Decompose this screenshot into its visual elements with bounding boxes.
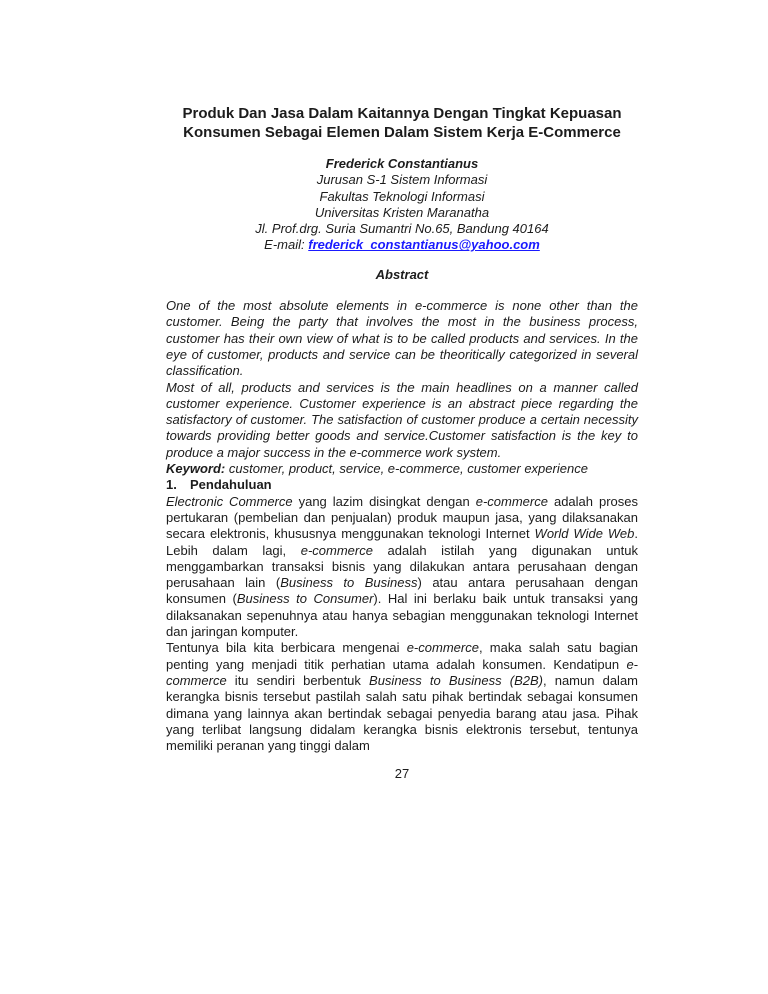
keywords-line bbox=[166, 461, 638, 477]
paper-title bbox=[166, 104, 638, 142]
email-link[interactable]: frederick_constantianus@yahoo.com bbox=[308, 237, 540, 253]
text-line bbox=[166, 237, 638, 253]
text-segment: Fakultas Teknologi Informasi bbox=[319, 188, 485, 204]
section1-paragraph-1 bbox=[166, 494, 638, 641]
text-segment: ) atau antara perusahaan dengan konsumen ( bbox=[166, 575, 638, 607]
text-segment: . Lebih dalam lagi, bbox=[166, 526, 638, 558]
text-segment: Jurusan S-1 Sistem Informasi bbox=[316, 172, 488, 188]
page-content bbox=[166, 104, 638, 783]
text-segment: adalah proses pertukaran (pembelian dan penjualan) produk maupun jasa, yang dilaksanakan secara elektronis, khususnya menggunakan teknologi Internet bbox=[166, 493, 638, 542]
text-segment: Business to Business (B2B) bbox=[369, 672, 543, 688]
text-segment: itu sendiri berbentuk bbox=[226, 672, 370, 688]
section-heading-label: Pendahuluan bbox=[190, 477, 272, 493]
text-segment: e-commerce bbox=[406, 640, 479, 656]
text-segment: yang lazim disingkat dengan bbox=[292, 493, 476, 509]
text-segment: adalah istilah yang digunakan untuk menggambarkan transaksi bisnis yang dilakukan antara perusahaan dengan perusahaan lain ( bbox=[166, 542, 638, 591]
text-segment: , namun dalam kerangka bisnis tersebut pastilah salah satu pihak bertindak sebagai konsumen dimana yang lainnya akan bertindak sebagai penyedia barang atau jasa. Pihak yang terlibat langsung didalam kerangka bisnis elektronis tersebut, tentunya memiliki peranan yang tinggi dalam bbox=[166, 672, 639, 754]
text-segment: E-mail: bbox=[264, 237, 309, 253]
text-segment: Electronic Commerce bbox=[166, 493, 293, 509]
text-line bbox=[166, 205, 638, 221]
text-segment: e-commerce bbox=[300, 542, 373, 558]
abstract-paragraph-1: One of the most absolute elements in e-commerce is none other than the customer. Being the party that involves the most in the business process, customer has their own view of what is to be called products and services. In the eye of customer, products and service can be theoritically categorized in several classification. bbox=[166, 298, 638, 379]
paper-title-line-2: Konsumen Sebagai Elemen Dalam Sistem Kerja E-Commerce bbox=[183, 124, 621, 141]
page-number: 27 bbox=[394, 766, 410, 782]
text-segment: ). Hal ini berlaku baik untuk transaksi yang dilaksanakan sepenuhnya atau hanya sebagian menggunakan teknologi Internet dan jaringan komputer. bbox=[166, 591, 638, 640]
section-number: 1. bbox=[166, 477, 177, 493]
text-line bbox=[166, 189, 638, 205]
text-segment: e-commerce bbox=[475, 493, 548, 509]
text-segment: Business to Consumer bbox=[236, 591, 374, 607]
text-segment: customer, product, service, e-commerce, customer experience bbox=[225, 461, 588, 477]
text-segment: Business to Business bbox=[280, 575, 418, 591]
text-segment: Jl. Prof.drg. Suria Sumantri No.65, Bandung 40164 bbox=[255, 221, 549, 237]
section-heading-pendahuluan bbox=[166, 477, 638, 493]
text-segment: Universitas Kristen Maranatha bbox=[314, 204, 490, 220]
section1-paragraph-2 bbox=[166, 640, 638, 754]
text-line bbox=[166, 221, 638, 237]
text-segment: e-commerce bbox=[166, 656, 638, 688]
text-line bbox=[166, 156, 638, 172]
text-segment: Tentunya bila kita berbicara mengenai bbox=[166, 640, 407, 656]
text-line bbox=[166, 172, 638, 188]
text-segment: Frederick Constantianus bbox=[325, 156, 479, 171]
abstract-heading: Abstract bbox=[375, 266, 429, 282]
text-segment: World Wide Web bbox=[534, 526, 635, 542]
text-segment: , maka salah satu bagian penting yang menjadi titik perhatian utama adalah konsumen. Kendatipun bbox=[166, 640, 638, 672]
paper-title-line-1: Produk Dan Jasa Dalam Kaitannya Dengan Tingkat Kepuasan bbox=[182, 105, 622, 122]
author-block bbox=[166, 156, 638, 254]
text-segment: Keyword: bbox=[166, 461, 226, 477]
abstract-paragraph-2: Most of all, products and services is the main headlines on a manner called customer experience. Customer experience is an abstract piece regarding the satisfactory of customer. The satisfaction of customer produce a certain necessity towards providing better goods and service.Customer satisfaction is the key to produce a major success in the e-commerce work system. bbox=[166, 379, 638, 460]
